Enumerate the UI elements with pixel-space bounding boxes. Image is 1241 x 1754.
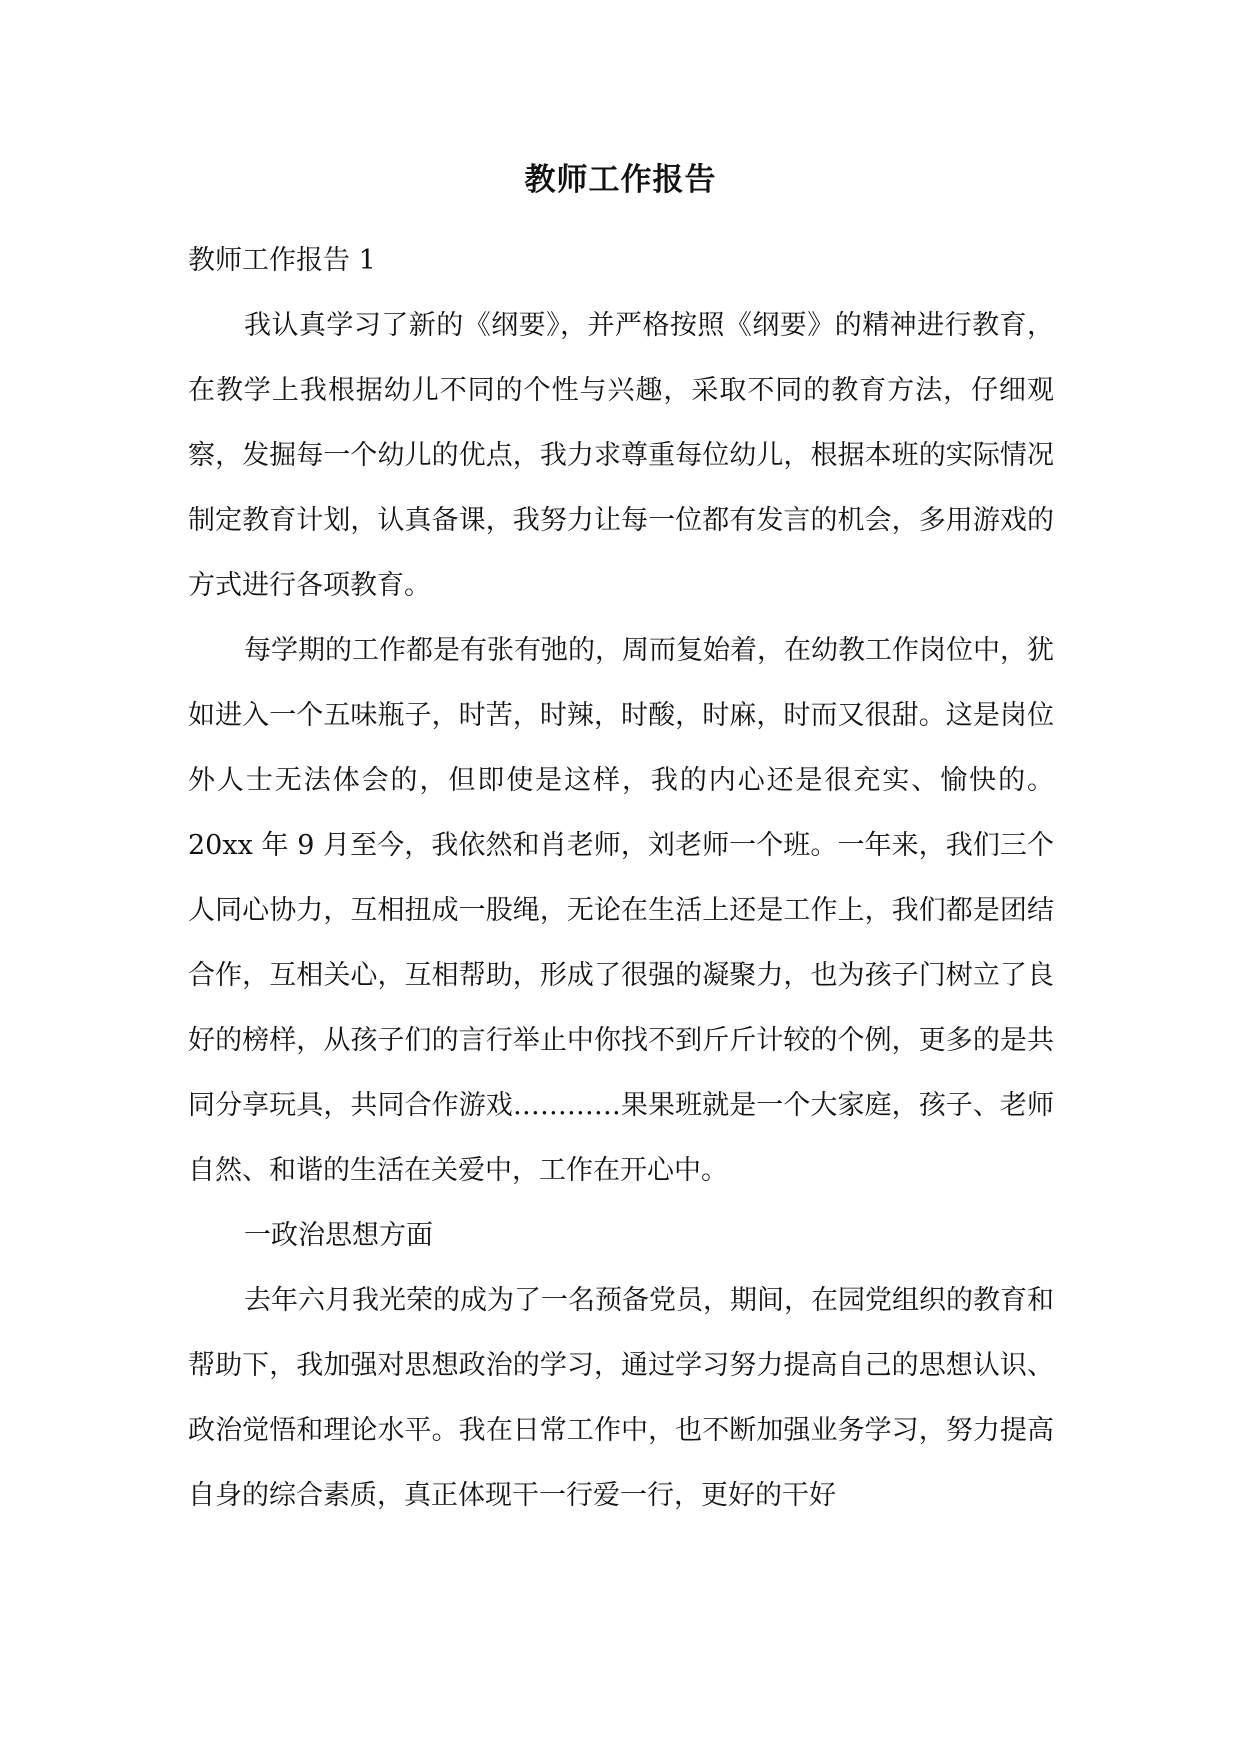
document-title: 教师工作报告 <box>524 162 717 198</box>
document-body <box>188 228 1054 1528</box>
subsection-heading: 一政治思想方面 <box>244 1220 433 1251</box>
paragraph-2: 每学期的工作都是有张有弛的，周而复始着，在幼教工作岗位中，犹如进入一个五味瓶子，时苦，时辣，时酸，时麻，时而又很甜。这是岗位外人士无法体会的，但即使是这样，我的内心还是很充实、愉快的。20xx 年 9 月至今，我依然和肖老师，刘老师一个班。一年来，我们三个人同心协力，互相扭成一股绳，无论在生活上还是工作上，我们都是团结合作，互相关心，互相帮助，形成了很强的凝聚力，也为孩子门树立了良好的榜样，从孩子们的言行举止中你找不到斤斤计较的个例，更多的是共同分享玩具，共同合作游戏…………果果班就是一个大家庭，孩子、老师自然、和谐的生活在关爱中，工作在开心中。 <box>188 635 1054 1186</box>
section-heading: 教师工作报告 1 <box>188 245 376 276</box>
paragraph-3: 去年六月我光荣的成为了一名预备党员，期间，在园党组织的教育和帮助下，我加强对思想政治的学习，通过学习努力提高自己的思想认识、政治觉悟和理论水平。我在日常工作中，也不断加强业务学习，努力提高自身的综合素质，真正体现干一行爱一行，更好的干好 <box>188 1285 1054 1511</box>
paragraph-1: 我认真学习了新的《纲要》，并严格按照《纲要》的精神进行教育，在教学上我根据幼儿不同的个性与兴趣，采取不同的教育方法，仔细观察，发掘每一个幼儿的优点，我力求尊重每位幼儿，根据本班的实际情况制定教育计划，认真备课，我努力让每一位都有发言的机会，多用游戏的方式进行各项教育。 <box>188 310 1054 601</box>
